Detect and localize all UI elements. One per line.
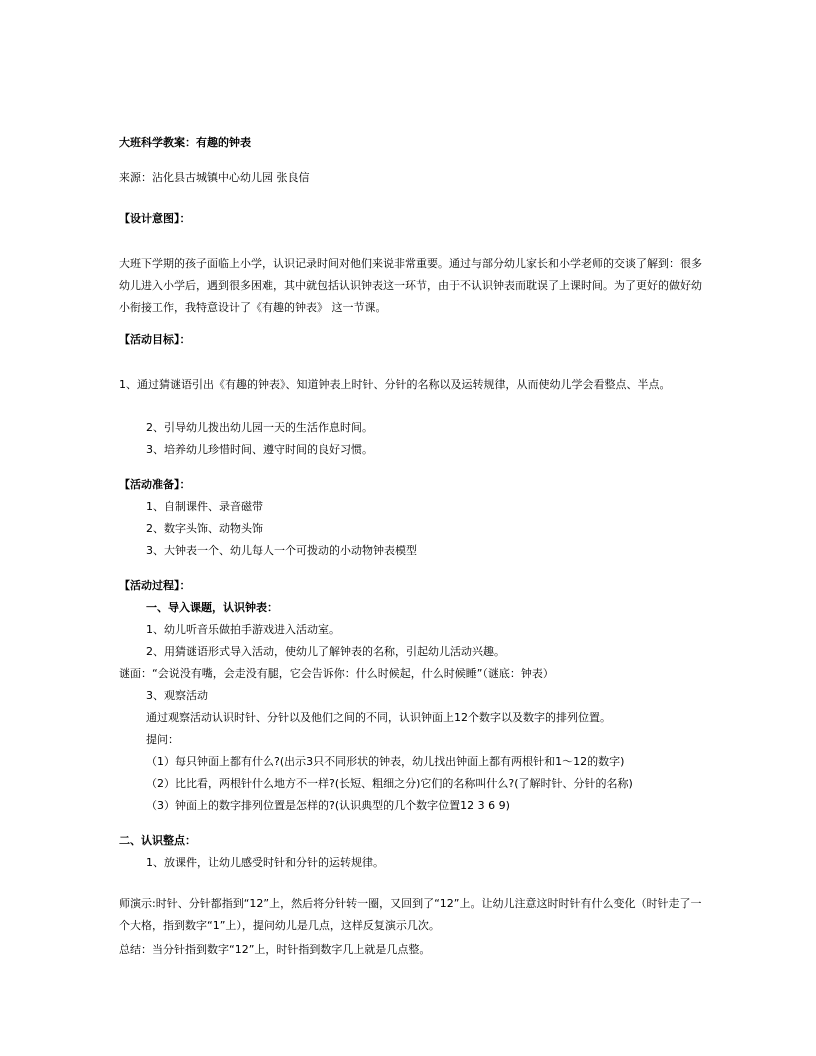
part2-heading: 二、认识整点：: [119, 834, 196, 847]
part1-line-1: 1、幼儿听音乐做拍手游戏进入活动室。: [146, 623, 340, 636]
prep-item-1: 1、自制课件、录音磁带: [146, 500, 263, 513]
question-2: （2）比比看，两根针什么地方不一样?(长短、粗细之分)它们的名称叫什么?(了解时针、分针的名称): [146, 777, 633, 790]
document-title: 大班科学教案：有趣的钟表: [119, 136, 251, 149]
design-paragraph: 大班下学期的孩子面临上小学，认识记录时间对他们来说非常重要。通过与部分幼儿家长和小学老师的交谈了解到：很多幼儿进入小学后，遇到很多困难，其中就包括认识钟表这一环节，由于不认识钟表而耽误了上课时间。为了更好的做好幼小衔接工作，我特意设计了《有趣的钟表》 这一节课。: [119, 257, 702, 314]
goal-item-2: 2、引导幼儿拨出幼儿园一天的生活作息时间。: [146, 421, 373, 434]
part1-heading: 一、导入课题，认识钟表：: [146, 601, 278, 614]
ask-label: 提问：: [146, 733, 179, 746]
observe-title: 3、观察活动: [146, 689, 208, 702]
goal-item-3: 3、培养幼儿珍惜时间、遵守时间的良好习惯。: [146, 443, 373, 456]
question-1: （1）每只钟面上都有什么?(出示3只不同形状的钟表，幼儿找出钟面上都有两根针和1～12的数字): [146, 755, 625, 768]
design-heading: 【设计意图】：: [119, 212, 191, 225]
prep-heading: 【活动准备】：: [119, 478, 191, 491]
demo-paragraph: 师演示:时针、分针都指到“12”上，然后将分针转一圈，又回到了“12”上。让幼儿注意这时时针有什么变化（时针走了一个大格，指到数字“1”上），提问幼儿是几点，这样反复演示几次。: [119, 897, 702, 932]
summary-line: 总结：当分针指到数字“12”上，时针指到数字几上就是几点整。: [119, 943, 431, 956]
process-heading: 【活动过程】：: [119, 579, 191, 592]
part2-line: 1、放课件，让幼儿感受时针和分针的运转规律。: [146, 856, 384, 869]
prep-item-2: 2、数字头饰、动物头饰: [146, 522, 263, 535]
question-3: （3）钟面上的数字排列位置是怎样的?(认识典型的几个数字位置12 3 6 9): [146, 799, 510, 812]
prep-item-3: 3、大钟表一个、幼儿每人一个可拨动的小动物钟表模型: [146, 544, 417, 557]
riddle-line: 谜面：“会说没有嘴，会走没有腿，它会告诉你：什么时候起，什么时候睡”（谜底：钟表）: [119, 667, 554, 680]
source-line: 来源：沾化县古城镇中心幼儿园 张良信: [119, 171, 310, 184]
part1-line-2: 2、用猜谜语形式导入活动，使幼儿了解钟表的名称，引起幼儿活动兴趣。: [146, 645, 505, 658]
observe-desc: 通过观察活动认识时针、分针以及他们之间的不同，认识钟面上12个数字以及数字的排列位置。: [146, 711, 611, 724]
goals-heading: 【活动目标】：: [119, 333, 191, 346]
goal-item-1: 1、通过猜谜语引出《有趣的钟表》、知道钟表上时针、分针的名称以及运转规律，从而使幼儿学会看整点、半点。: [119, 378, 671, 391]
